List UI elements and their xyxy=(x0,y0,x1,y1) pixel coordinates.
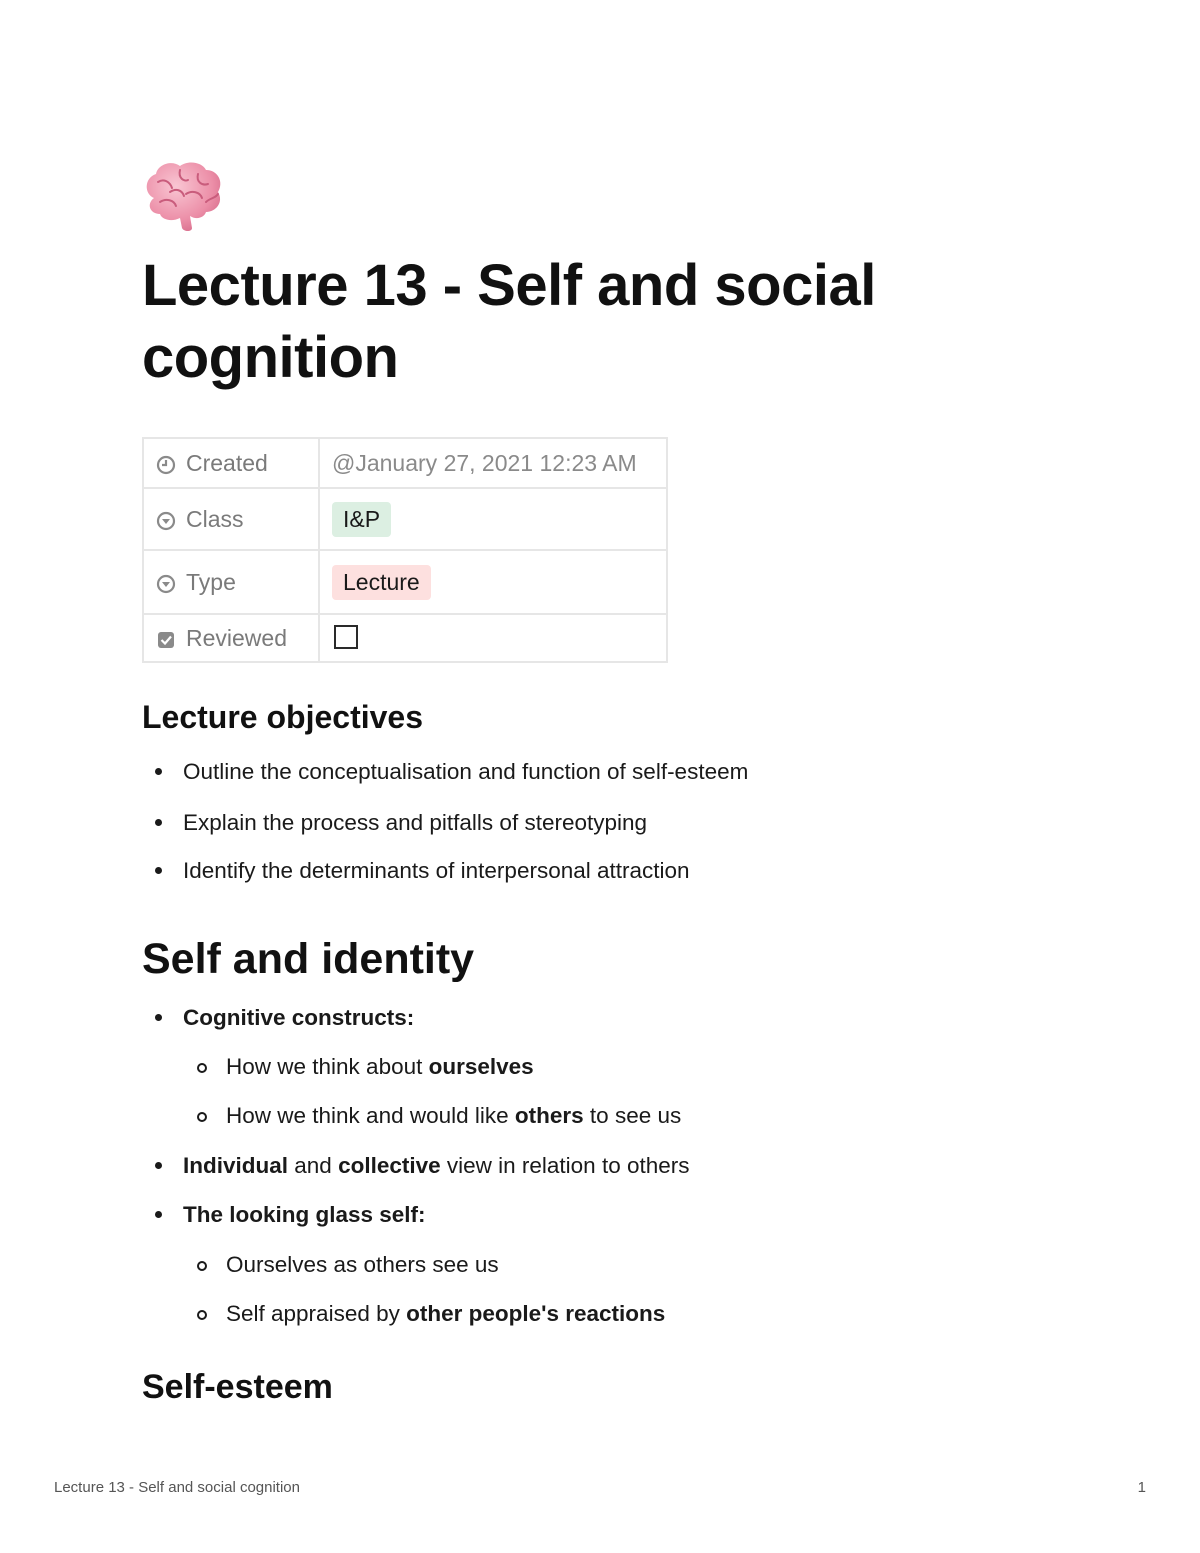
self-identity-heading: Self and identity xyxy=(142,935,475,983)
footer-title: Lecture 13 - Self and social cognition xyxy=(54,1479,300,1496)
brain-icon xyxy=(140,158,226,234)
list-item-others-see-us: Ourselves as others see us xyxy=(226,1252,499,1277)
list-item-looking-glass: The looking glass self: xyxy=(183,1202,426,1227)
property-row-type xyxy=(143,550,667,614)
bullet-icon xyxy=(155,768,162,775)
select-icon xyxy=(156,511,176,531)
property-label: Type xyxy=(186,568,236,595)
circle-bullet-icon xyxy=(197,1112,207,1122)
page-title: Lecture 13 - Self and social cognition xyxy=(142,253,876,390)
clock-icon xyxy=(156,455,176,475)
checkbox-property-icon xyxy=(156,630,176,650)
circle-bullet-icon xyxy=(197,1261,207,1271)
bullet-icon xyxy=(155,1211,162,1218)
list-item-ourselves: How we think about ourselves xyxy=(226,1054,534,1079)
properties-table xyxy=(142,437,668,663)
objective-item: Explain the process and pitfalls of stereotyping xyxy=(183,810,648,835)
list-item-cognitive: Cognitive constructs: xyxy=(183,1005,415,1030)
list-item-individual: Individual and collective view in relation to others xyxy=(183,1153,690,1178)
page-number: 1 xyxy=(1137,1479,1146,1496)
select-icon xyxy=(156,574,176,594)
reviewed-checkbox[interactable] xyxy=(334,625,358,649)
circle-bullet-icon xyxy=(197,1310,207,1320)
property-row-reviewed xyxy=(143,614,667,662)
list-item-others: How we think and would like others to see us xyxy=(226,1103,682,1128)
property-label: Created xyxy=(186,449,268,476)
property-label: Class xyxy=(186,505,244,532)
property-row-class xyxy=(143,488,667,550)
bullet-icon xyxy=(155,867,162,874)
property-label: Reviewed xyxy=(186,624,287,651)
objectives-heading: Lecture objectives xyxy=(142,699,423,735)
bullet-icon xyxy=(155,1014,162,1021)
objective-item: Identify the determinants of interpersonal attraction xyxy=(183,858,690,883)
list-item-appraised: Self appraised by other people's reactions xyxy=(226,1301,666,1326)
self-esteem-heading: Self-esteem xyxy=(142,1368,333,1406)
class-tag[interactable]: I&P xyxy=(332,502,391,537)
property-row-created xyxy=(143,438,667,488)
type-tag[interactable]: Lecture xyxy=(332,565,431,600)
bullet-icon xyxy=(155,819,162,826)
circle-bullet-icon xyxy=(197,1063,207,1073)
bullet-icon xyxy=(155,1162,162,1169)
created-date[interactable]: @January 27, 2021 12:23 AM xyxy=(332,449,637,476)
objective-item: Outline the conceptualisation and function of self-esteem xyxy=(183,759,749,784)
